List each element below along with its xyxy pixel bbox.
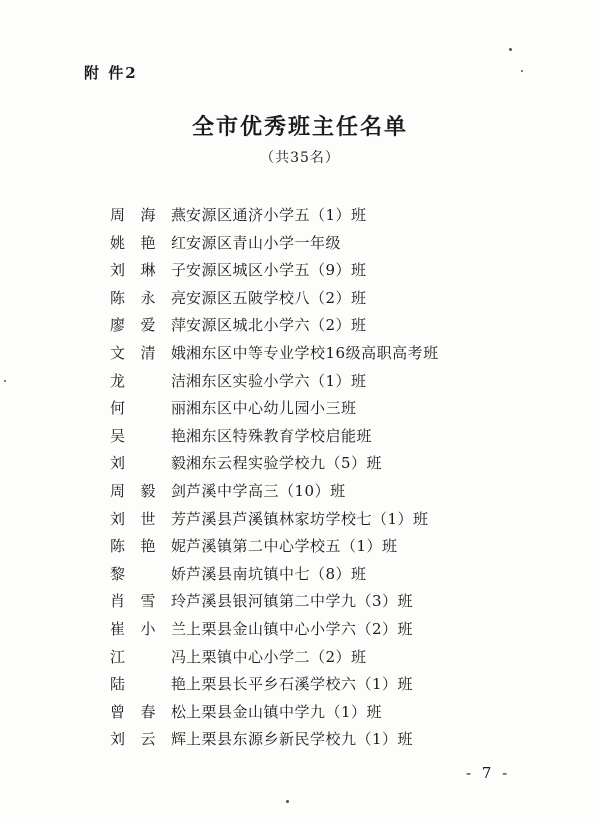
list-item bbox=[110, 671, 550, 699]
teacher-name: 周毅剑 bbox=[110, 481, 186, 500]
teacher-list bbox=[110, 202, 550, 754]
list-item bbox=[110, 506, 550, 534]
scan-speck bbox=[509, 48, 512, 51]
scan-speck bbox=[4, 380, 6, 382]
list-item bbox=[110, 368, 550, 396]
teacher-name: 崔小兰 bbox=[110, 619, 186, 638]
teacher-class: 湘东区特殊教育学校启能班 bbox=[186, 426, 373, 445]
teacher-name: 刘云辉 bbox=[110, 730, 186, 749]
teacher-name: 刘琳子 bbox=[110, 261, 186, 280]
list-item bbox=[110, 726, 550, 754]
teacher-name: 廖爱萍 bbox=[110, 316, 186, 335]
page-subtitle: （共35名） bbox=[260, 150, 340, 166]
teacher-class: 上栗县金山镇中学九（1）班 bbox=[186, 702, 383, 721]
page-title: 全市优秀班主任名单 bbox=[191, 114, 408, 140]
list-item bbox=[110, 285, 550, 313]
teacher-name: 刘世芳 bbox=[110, 509, 186, 528]
teacher-name: 黎 娇 bbox=[110, 564, 186, 583]
list-item bbox=[110, 644, 550, 672]
scan-speck bbox=[521, 70, 523, 72]
list-item bbox=[110, 312, 550, 340]
list-item bbox=[110, 616, 550, 644]
teacher-class: 湘东区中等专业学校16级高职高考班 bbox=[186, 343, 439, 362]
teacher-class: 上栗县金山镇中心小学六（2）班 bbox=[186, 619, 414, 638]
teacher-class: 安源区城区小学五（9）班 bbox=[186, 261, 367, 280]
teacher-class: 安源区青山小学一年级 bbox=[186, 233, 342, 252]
teacher-class: 湘东云程实验学校九（5）班 bbox=[186, 454, 383, 473]
list-item bbox=[110, 450, 550, 478]
list-item bbox=[110, 202, 550, 230]
teacher-name: 刘 毅 bbox=[110, 454, 186, 473]
teacher-name: 周海燕 bbox=[110, 206, 186, 224]
list-item bbox=[110, 699, 550, 727]
teacher-class: 安源区城北小学六（2）班 bbox=[186, 316, 367, 335]
teacher-class: 芦溪镇第二中心学校五（1）班 bbox=[186, 537, 398, 556]
list-item bbox=[110, 423, 550, 451]
teacher-name: 文清娥 bbox=[110, 343, 186, 362]
list-item bbox=[110, 230, 550, 258]
list-item bbox=[110, 588, 550, 616]
teacher-name: 吴 艳 bbox=[110, 426, 186, 445]
list-item bbox=[110, 340, 550, 368]
teacher-name: 曾春松 bbox=[110, 702, 186, 721]
teacher-name: 陆 艳 bbox=[110, 675, 186, 694]
teacher-name: 江 冯 bbox=[110, 647, 186, 666]
teacher-class: 芦溪县芦溪镇林家坊学校七（1）班 bbox=[186, 509, 429, 528]
teacher-name: 陈艳妮 bbox=[110, 537, 186, 556]
attachment-label: 附 件2 bbox=[84, 64, 138, 82]
teacher-name: 何 丽 bbox=[110, 399, 186, 418]
teacher-class: 湘东区中心幼儿园小三班 bbox=[186, 399, 357, 418]
list-item bbox=[110, 257, 550, 285]
list-item bbox=[110, 395, 550, 423]
teacher-name: 陈永亮 bbox=[110, 288, 186, 307]
teacher-class: 芦溪县银河镇第二中学九（3）班 bbox=[186, 592, 414, 611]
teacher-class: 上栗镇中心小学二（2）班 bbox=[186, 647, 367, 666]
teacher-name: 姚艳红 bbox=[110, 233, 186, 252]
teacher-class: 芦溪中学高三（10）班 bbox=[186, 481, 346, 500]
page-number: - 7 - bbox=[466, 764, 511, 782]
scan-speck bbox=[286, 800, 289, 803]
teacher-class: 上栗县东源乡新民学校九（1）班 bbox=[186, 730, 414, 749]
teacher-class: 湘东区实验小学六（1）班 bbox=[186, 371, 367, 390]
teacher-class: 安源区通济小学五（1）班 bbox=[186, 206, 367, 224]
teacher-class: 芦溪县南坑镇中七（8）班 bbox=[186, 564, 367, 583]
teacher-name: 龙 洁 bbox=[110, 371, 186, 390]
teacher-class: 安源区五陂学校八（2）班 bbox=[186, 288, 367, 307]
teacher-name: 肖雪玲 bbox=[110, 592, 186, 611]
teacher-class: 上栗县长平乡石溪学校六（1）班 bbox=[186, 675, 414, 694]
list-item bbox=[110, 478, 550, 506]
list-item bbox=[110, 561, 550, 589]
list-item bbox=[110, 533, 550, 561]
